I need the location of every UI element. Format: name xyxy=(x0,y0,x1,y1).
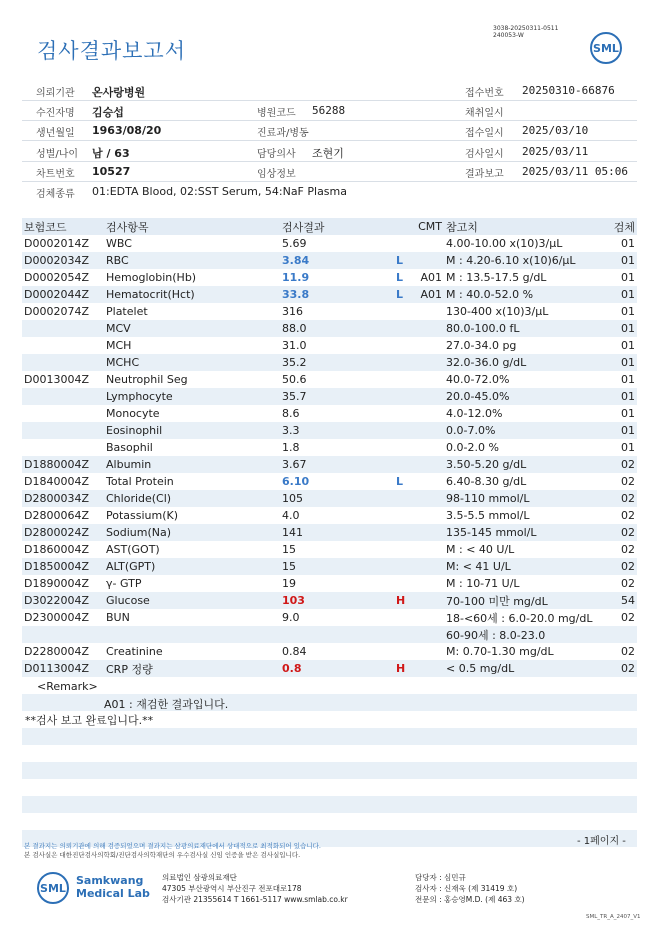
cell-ref: 40.0-72.0% xyxy=(446,373,510,386)
cell-result: 316 xyxy=(282,305,303,318)
cell-code: D1890004Z xyxy=(24,577,89,590)
cell-flag xyxy=(394,575,414,592)
cell-code xyxy=(22,626,104,643)
cell-ref: 80.0-100.0 fL xyxy=(444,320,609,337)
cell-code: D1880004Z xyxy=(22,456,104,473)
cell-specimen: 02 xyxy=(609,660,637,677)
table-row xyxy=(22,405,637,422)
table-row xyxy=(22,592,637,609)
table-row xyxy=(22,320,637,337)
cell-item: Sodium(Na) xyxy=(104,524,280,541)
cell-code xyxy=(22,337,104,354)
cell-ref: M: < 41 U/L xyxy=(444,558,609,575)
cell-result: 0.8 xyxy=(280,660,394,677)
cell-code xyxy=(22,354,104,371)
cell-code: D0002014Z xyxy=(24,237,89,250)
document-id: 3038-20250311-0511 240053-W xyxy=(493,25,559,39)
blank-stripe xyxy=(22,796,637,813)
cell-flag xyxy=(394,235,414,252)
org-info: 의료법인 삼광의료재단 47305 부산광역시 부산진구 전포대로178 검사기관 21355614 T 1661-5117 www.smlab.co.kr xyxy=(162,873,348,904)
cell-item: Total Protein xyxy=(106,475,174,488)
cell-cmt xyxy=(414,235,444,252)
cell-specimen: 02 xyxy=(609,456,637,473)
sml-logo: SML xyxy=(590,32,622,64)
cell-cmt xyxy=(414,252,444,269)
cell-code xyxy=(22,439,104,456)
cell-code: D0002054Z xyxy=(24,271,89,284)
table-row xyxy=(22,490,637,507)
cell-specimen: 01 xyxy=(621,339,635,352)
cell-flag xyxy=(394,337,414,354)
cell-cmt xyxy=(414,337,444,354)
cell-result: 3.3 xyxy=(280,422,394,439)
cell-specimen: 01 xyxy=(621,237,635,250)
cell-code: D0002034Z xyxy=(22,252,104,269)
cell-cmt xyxy=(414,643,444,660)
cell-specimen xyxy=(609,626,637,643)
results-table xyxy=(22,218,637,677)
cell-ref: 27.0-34.0 pg xyxy=(446,339,517,352)
table-header xyxy=(22,218,637,235)
cell-flag: H xyxy=(394,592,414,609)
cell-ref: 32.0-36.0 g/dL xyxy=(444,354,609,371)
cell-cmt xyxy=(414,320,444,337)
cell-cmt xyxy=(414,354,444,371)
cell-code: D2300004Z xyxy=(24,611,89,624)
cell-specimen: 02 xyxy=(621,611,635,624)
cell-specimen: 01 xyxy=(621,305,635,318)
cell-flag xyxy=(394,558,414,575)
cell-cmt: A01 xyxy=(414,286,444,303)
cell-flag: H xyxy=(394,660,414,677)
patient-name: 김승섭 xyxy=(92,106,124,119)
cell-ref: 20.0-45.0% xyxy=(444,388,609,405)
cell-cmt xyxy=(414,303,444,320)
cell-code xyxy=(22,422,104,439)
page-title: 검사결과보고서 xyxy=(37,39,187,63)
cell-code: D0002044Z xyxy=(22,286,104,303)
cell-specimen: 54 xyxy=(609,592,637,609)
cell-code: D0013004Z xyxy=(24,373,89,386)
cell-flag: L xyxy=(396,475,404,488)
cell-ref: 4.00-10.00 x(10)3/μL xyxy=(446,237,563,250)
table-row xyxy=(22,643,637,660)
cell-item: γ- GTP xyxy=(106,577,142,590)
cell-cmt xyxy=(414,507,444,524)
cell-item: MCH xyxy=(106,339,132,352)
col-header-code: 보험코드 xyxy=(22,218,104,235)
cell-result: 6.10 xyxy=(282,475,310,488)
cell-result xyxy=(280,626,394,643)
cell-result: 35.2 xyxy=(280,354,394,371)
cell-specimen: 01 xyxy=(621,271,635,284)
cell-flag xyxy=(394,524,414,541)
cell-specimen: 01 xyxy=(609,354,637,371)
cell-specimen: 02 xyxy=(621,509,635,522)
table-row xyxy=(22,388,637,405)
table-row xyxy=(22,422,637,439)
table-row xyxy=(22,626,637,643)
info-row-2: 수진자명 김승섭 병원코드 56288 채취일시 xyxy=(22,100,637,121)
cell-item: Basophil xyxy=(106,441,153,454)
cell-flag xyxy=(394,456,414,473)
cell-item: Eosinophil xyxy=(104,422,280,439)
cell-flag xyxy=(394,405,414,422)
cell-specimen: 01 xyxy=(609,252,637,269)
cell-specimen: 01 xyxy=(609,422,637,439)
cell-result: 5.69 xyxy=(282,237,307,250)
col-header-flag xyxy=(394,218,414,235)
cell-specimen: 01 xyxy=(621,407,635,420)
cell-ref: M : 13.5-17.5 g/dL xyxy=(446,271,547,284)
cell-item: AST(GOT) xyxy=(106,543,160,556)
cell-flag xyxy=(394,643,414,660)
col-header-result: 검사결과 xyxy=(280,218,394,235)
cell-cmt xyxy=(414,388,444,405)
cell-flag xyxy=(394,320,414,337)
cell-flag xyxy=(394,371,414,388)
table-row xyxy=(22,371,637,388)
cell-result: 88.0 xyxy=(280,320,394,337)
cell-code xyxy=(22,388,104,405)
cell-ref: M : 10-71 U/L xyxy=(446,577,520,590)
cell-result: 1.8 xyxy=(282,441,300,454)
table-row xyxy=(22,286,637,303)
cell-result: 8.6 xyxy=(282,407,300,420)
cell-code: D3022004Z xyxy=(22,592,104,609)
cell-flag xyxy=(394,388,414,405)
sml-footer-logo: SML xyxy=(37,872,69,904)
form-code: SML_TR_A_2407_V1 xyxy=(586,914,641,920)
cell-cmt xyxy=(414,490,444,507)
cell-flag xyxy=(394,354,414,371)
cell-result: 33.8 xyxy=(280,286,394,303)
cell-item: RBC xyxy=(104,252,280,269)
cell-specimen: 02 xyxy=(621,543,635,556)
cell-flag xyxy=(394,507,414,524)
cell-specimen: 01 xyxy=(609,320,637,337)
cell-ref: 98-110 mmol/L xyxy=(444,490,609,507)
hospital-code: 56288 xyxy=(312,104,346,117)
cell-flag xyxy=(394,303,414,320)
table-row xyxy=(22,252,637,269)
table-row xyxy=(22,660,637,677)
cell-cmt xyxy=(414,371,444,388)
cell-result: 103 xyxy=(280,592,394,609)
cell-item: Glucose xyxy=(104,592,280,609)
cell-result: 19 xyxy=(282,577,296,590)
info-row-4: 성별/나이 남 / 63 담당의사 조현기 검사일시 2025/03/11 xyxy=(22,141,637,162)
cell-flag xyxy=(394,609,414,626)
cell-ref: 130-400 x(10)3/μL xyxy=(446,305,549,318)
cell-cmt xyxy=(414,626,444,643)
cell-ref: 70-100 미만 mg/dL xyxy=(444,592,609,609)
table-row xyxy=(22,507,637,524)
cell-result: 3.84 xyxy=(280,252,394,269)
cell-cmt xyxy=(414,422,444,439)
info-row-6: 검체종류 01:EDTA Blood, 02:SST Serum, 54:NaF Plasma xyxy=(36,185,347,200)
table-row xyxy=(22,269,637,286)
blank-stripe xyxy=(22,728,637,745)
cell-cmt xyxy=(414,609,444,626)
table-row xyxy=(22,337,637,354)
doctor-name: 조현기 xyxy=(312,147,344,160)
report-date: 2025/03/11 05:06 xyxy=(522,165,628,178)
info-row-5: 차트번호 10527 임상정보 결과보고 2025/03/11 05:06 xyxy=(22,161,637,182)
cell-ref: < 0.5 mg/dL xyxy=(444,660,609,677)
cell-item: Creatinine xyxy=(106,645,163,658)
cell-specimen: 02 xyxy=(609,490,637,507)
cell-ref: 3.5-5.5 mmol/L xyxy=(446,509,530,522)
test-date: 2025/03/11 xyxy=(522,145,589,158)
cell-code: D1850004Z xyxy=(22,558,104,575)
cell-ref: 4.0-12.0% xyxy=(446,407,503,420)
cell-result: 0.84 xyxy=(282,645,307,658)
birth-date: 1963/08/20 xyxy=(92,124,162,137)
table-row xyxy=(22,524,637,541)
cell-ref: 18-<60세 : 6.0-20.0 mg/dL xyxy=(446,611,593,625)
cell-flag xyxy=(394,439,414,456)
col-header-specimen: 검체 xyxy=(609,218,637,235)
cell-ref: M : < 40 U/L xyxy=(446,543,515,556)
report-complete: **검사 보고 완료입니다.** xyxy=(25,714,154,727)
blank-stripe xyxy=(22,762,637,779)
cell-cmt xyxy=(414,592,444,609)
cell-code: D1860004Z xyxy=(24,543,89,556)
table-row xyxy=(22,303,637,320)
table-row xyxy=(22,575,637,592)
table-row xyxy=(22,473,637,490)
page-number: - 1페이지 - xyxy=(577,836,626,847)
cell-cmt xyxy=(414,575,444,592)
table-row xyxy=(22,456,637,473)
cell-result: 4.0 xyxy=(282,509,300,522)
cell-cmt xyxy=(414,439,444,456)
cell-item: CRP 정량 xyxy=(104,660,280,677)
cell-specimen: 02 xyxy=(609,558,637,575)
cell-item: MCHC xyxy=(104,354,280,371)
cell-item: Hemoglobin(Hb) xyxy=(106,271,197,284)
cell-item: Chloride(Cl) xyxy=(104,490,280,507)
info-row-3: 생년월일 1963/08/20 진료과/병동 접수일시 2025/03/10 xyxy=(22,120,637,141)
cell-ref: 135-145 mmol/L xyxy=(444,524,609,541)
table-row xyxy=(22,439,637,456)
cell-item: Potassium(K) xyxy=(106,509,179,522)
cell-ref: 6.40-8.30 g/dL xyxy=(446,475,527,488)
cell-result: 35.7 xyxy=(280,388,394,405)
col-header-cmt: CMT xyxy=(414,218,444,235)
cell-specimen: 02 xyxy=(609,524,637,541)
table-row xyxy=(22,235,637,252)
cell-code: D2800064Z xyxy=(24,509,89,522)
table-row xyxy=(22,558,637,575)
cell-ref: M : 4.20-6.10 x(10)6/μL xyxy=(444,252,609,269)
cell-item: ALT(GPT) xyxy=(104,558,280,575)
cell-item: Neutrophil Seg xyxy=(106,373,188,386)
cell-item: Platelet xyxy=(106,305,148,318)
cell-item: Albumin xyxy=(104,456,280,473)
cell-cmt xyxy=(414,524,444,541)
cell-result: 3.67 xyxy=(280,456,394,473)
cell-flag xyxy=(394,541,414,558)
cell-flag xyxy=(394,490,414,507)
chart-number: 10527 xyxy=(92,165,131,178)
staff-info: 담당자 : 심민규 검사자 : 신재욱 (제 31419 호) 전문의 : 홍승영M.D. (제 463 호) xyxy=(415,873,525,904)
cell-result: 11.9 xyxy=(282,271,310,284)
cell-flag xyxy=(394,422,414,439)
footer-note-2: 본 검사실은 대한진단검사의학회/진단검사의학재단의 우수검사실 신임 인증을 받은 검사실입니다. xyxy=(24,851,301,859)
cell-specimen: 01 xyxy=(621,441,635,454)
cell-specimen: 01 xyxy=(621,373,635,386)
cell-ref: M : 40.0-52.0 % xyxy=(444,286,609,303)
table-row xyxy=(22,609,637,626)
specimen-types: 01:EDTA Blood, 02:SST Serum, 54:NaF Plasma xyxy=(92,185,347,198)
hospital-name: 온사랑병원 xyxy=(92,86,146,99)
cell-item: Monocyte xyxy=(106,407,160,420)
col-header-item: 검사항목 xyxy=(104,218,280,235)
cell-item xyxy=(104,626,280,643)
cell-cmt xyxy=(414,541,444,558)
cell-code: D2280004Z xyxy=(24,645,89,658)
cell-flag: L xyxy=(396,271,404,284)
cell-ref: M: 0.70-1.30 mg/dL xyxy=(446,645,554,658)
table-row xyxy=(22,541,637,558)
table-row xyxy=(22,354,637,371)
cell-specimen: 01 xyxy=(609,388,637,405)
cell-item: BUN xyxy=(106,611,130,624)
company-name: Samkwang Medical Lab xyxy=(76,874,150,900)
cell-code: D2800024Z xyxy=(22,524,104,541)
sex-age: 남 / 63 xyxy=(92,147,130,160)
cell-code xyxy=(22,320,104,337)
cell-flag: L xyxy=(394,286,414,303)
cell-result: 15 xyxy=(282,543,296,556)
cell-result: 31.0 xyxy=(282,339,307,352)
cell-ref: 3.50-5.20 g/dL xyxy=(444,456,609,473)
footer-note-1: 본 결과지는 의뢰기관에 의해 검증되었으며 결과지는 삼광의료재단에서 상대적으로 최적화되어 있습니다. xyxy=(24,842,321,850)
remark-a01: A01 : 재검한 결과입니다. xyxy=(104,698,229,711)
cell-result: 9.0 xyxy=(282,611,300,624)
receipt-number: 20250310-66876 xyxy=(522,84,615,97)
cell-result: 141 xyxy=(280,524,394,541)
cell-item: WBC xyxy=(106,237,132,250)
cell-ref: 0.0-7.0% xyxy=(444,422,609,439)
cell-ref: 0.0-2.0 % xyxy=(446,441,499,454)
cell-flag xyxy=(394,626,414,643)
cell-cmt xyxy=(414,558,444,575)
info-row-1: 의뢰기관 온사랑병원 접수번호 20250310-66876 xyxy=(22,80,637,101)
cell-item: Lymphocyte xyxy=(104,388,280,405)
cell-cmt xyxy=(414,456,444,473)
cell-ref: 60-90세 : 8.0-23.0 xyxy=(444,626,609,643)
cell-result: 15 xyxy=(280,558,394,575)
cell-result: 105 xyxy=(280,490,394,507)
cell-code: D0113004Z xyxy=(22,660,104,677)
cell-code: D0002074Z xyxy=(24,305,89,318)
cell-flag: L xyxy=(394,252,414,269)
col-header-ref: 참고치 xyxy=(444,218,609,235)
cell-cmt xyxy=(414,660,444,677)
cell-code: D1840004Z xyxy=(24,475,89,488)
remark-label: <Remark> xyxy=(37,680,98,693)
cell-item: MCV xyxy=(104,320,280,337)
cell-specimen: 02 xyxy=(621,645,635,658)
cell-code xyxy=(22,405,104,422)
cell-specimen: 02 xyxy=(621,475,635,488)
cell-cmt xyxy=(414,405,444,422)
cell-specimen: 01 xyxy=(609,286,637,303)
cell-specimen: 02 xyxy=(621,577,635,590)
cell-cmt xyxy=(414,473,444,490)
cell-result: 50.6 xyxy=(282,373,307,386)
cell-item: Hematocrit(Hct) xyxy=(104,286,280,303)
cell-code: D2800034Z xyxy=(22,490,104,507)
receipt-date: 2025/03/10 xyxy=(522,124,589,137)
cell-cmt: A01 xyxy=(420,271,442,284)
